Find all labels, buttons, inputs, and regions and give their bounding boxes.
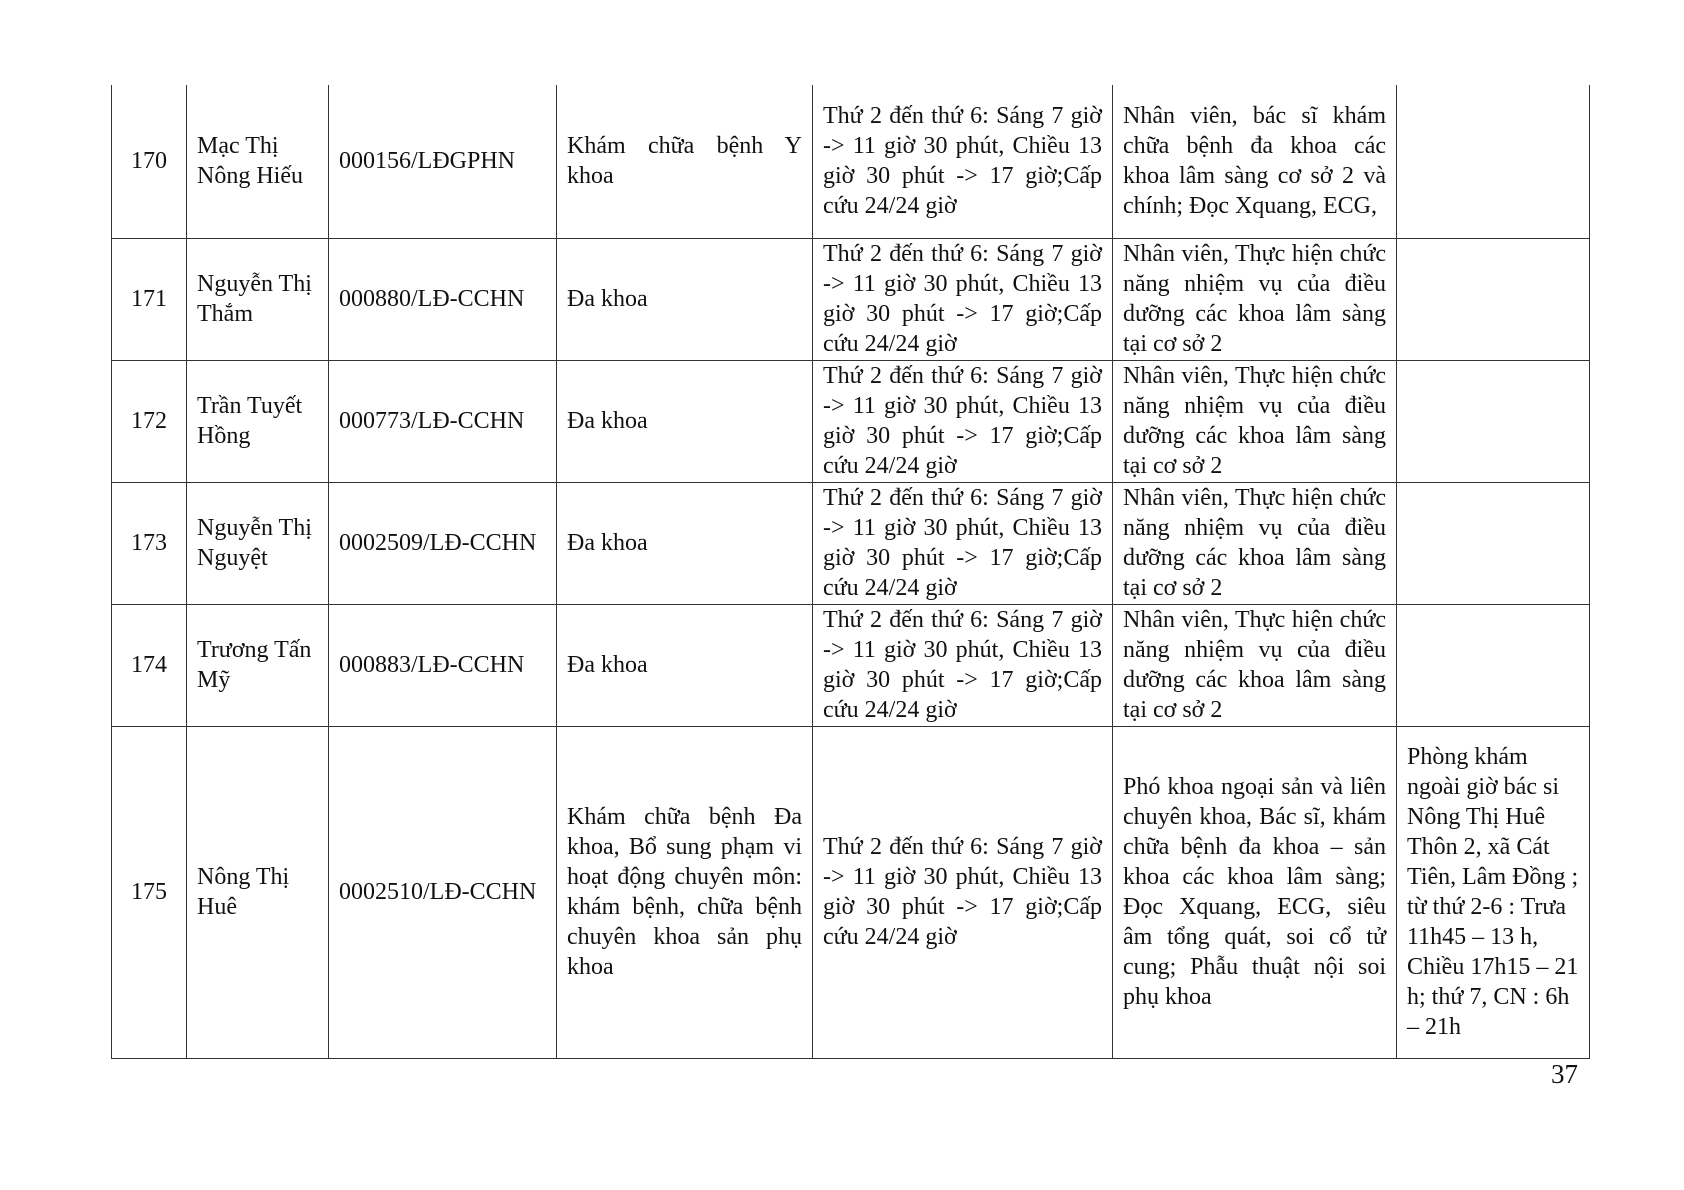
working-hours: Thứ 2 đến thứ 6: Sáng 7 giờ -> 11 giờ 30 phút, Chiều 13 giờ 30 phút -> 17 giờ;Cấp cứu 24/24 giờ [813, 238, 1113, 360]
note [1397, 360, 1590, 482]
job-position: Nhân viên, Thực hiện chức năng nhiệm vụ của điều dưỡng các khoa lâm sàng tại cơ sở 2 [1113, 238, 1397, 360]
practice-scope: Đa khoa [557, 360, 813, 482]
practice-scope: Đa khoa [557, 238, 813, 360]
row-number: 170 [112, 85, 187, 238]
staff-name: Trần Tuyết Hồng [187, 360, 329, 482]
license-number: 000883/LĐ-CCHN [329, 604, 557, 726]
working-hours: Thứ 2 đến thứ 6: Sáng 7 giờ -> 11 giờ 30 phút, Chiều 13 giờ 30 phút -> 17 giờ;Cấp cứu 24/24 giờ [813, 482, 1113, 604]
row-number: 172 [112, 360, 187, 482]
practice-scope: Đa khoa [557, 604, 813, 726]
practice-scope: Khám chữa bệnh Y khoa [557, 85, 813, 238]
table-row [112, 726, 1590, 1058]
working-hours: Thứ 2 đến thứ 6: Sáng 7 giờ -> 11 giờ 30 phút, Chiều 13 giờ 30 phút -> 17 giờ;Cấp cứu 24/24 giờ [813, 85, 1113, 238]
license-number: 000880/LĐ-CCHN [329, 238, 557, 360]
license-number: 0002509/LĐ-CCHN [329, 482, 557, 604]
staff-name: Mạc Thị Nông Hiếu [187, 85, 329, 238]
working-hours: Thứ 2 đến thứ 6: Sáng 7 giờ -> 11 giờ 30 phút, Chiều 13 giờ 30 phút -> 17 giờ;Cấp cứu 24/24 giờ [813, 604, 1113, 726]
note [1397, 604, 1590, 726]
note [1397, 85, 1590, 238]
row-number: 173 [112, 482, 187, 604]
staff-name: Nguyễn Thị Nguyệt [187, 482, 329, 604]
license-number: 000773/LĐ-CCHN [329, 360, 557, 482]
page-number: 37 [1551, 1059, 1578, 1089]
job-position: Nhân viên, Thực hiện chức năng nhiệm vụ của điều dưỡng các khoa lâm sàng tại cơ sở 2 [1113, 482, 1397, 604]
staff-name: Nguyễn Thị Thắm [187, 238, 329, 360]
job-position: Nhân viên, bác sĩ khám chữa bệnh đa khoa các khoa lâm sàng cơ sở 2 và chính; Đọc Xquang, ECG, [1113, 85, 1397, 238]
staff-name: Nông Thị Huê [187, 726, 329, 1058]
table-row [112, 238, 1590, 360]
note: Phòng khám ngoài giờ bác si Nông Thị Huê Thôn 2, xã Cát Tiên, Lâm Đồng ; từ thứ 2-6 : Trưa 11h45 – 13 h, Chiều 17h15 – 21 h; thứ 7, CN : 6h – 21h [1397, 726, 1590, 1058]
row-number: 174 [112, 604, 187, 726]
table-row [112, 604, 1590, 726]
license-number: 000156/LĐGPHN [329, 85, 557, 238]
staff-name: Trương Tấn Mỹ [187, 604, 329, 726]
job-position: Phó khoa ngoại sản và liên chuyên khoa, Bác sĩ, khám chữa bệnh đa khoa – sản khoa các khoa lâm sàng; Đọc Xquang, ECG, siêu âm tổng quát, soi cổ tử cung; Phẫu thuật nội soi phụ khoa [1113, 726, 1397, 1058]
row-number: 175 [112, 726, 187, 1058]
table-row [112, 85, 1590, 238]
working-hours: Thứ 2 đến thứ 6: Sáng 7 giờ -> 11 giờ 30 phút, Chiều 13 giờ 30 phút -> 17 giờ;Cấp cứu 24/24 giờ [813, 726, 1113, 1058]
table-row [112, 360, 1590, 482]
staff-table [111, 85, 1590, 1059]
practice-scope: Khám chữa bệnh Đa khoa, Bổ sung phạm vi hoạt động chuyên môn: khám bệnh, chữa bệnh chuyên khoa sản phụ khoa [557, 726, 813, 1058]
row-number: 171 [112, 238, 187, 360]
job-position: Nhân viên, Thực hiện chức năng nhiệm vụ của điều dưỡng các khoa lâm sàng tại cơ sở 2 [1113, 360, 1397, 482]
table-row [112, 482, 1590, 604]
license-number: 0002510/LĐ-CCHN [329, 726, 557, 1058]
job-position: Nhân viên, Thực hiện chức năng nhiệm vụ của điều dưỡng các khoa lâm sàng tại cơ sở 2 [1113, 604, 1397, 726]
note [1397, 482, 1590, 604]
working-hours: Thứ 2 đến thứ 6: Sáng 7 giờ -> 11 giờ 30 phút, Chiều 13 giờ 30 phút -> 17 giờ;Cấp cứu 24/24 giờ [813, 360, 1113, 482]
note [1397, 238, 1590, 360]
practice-scope: Đa khoa [557, 482, 813, 604]
